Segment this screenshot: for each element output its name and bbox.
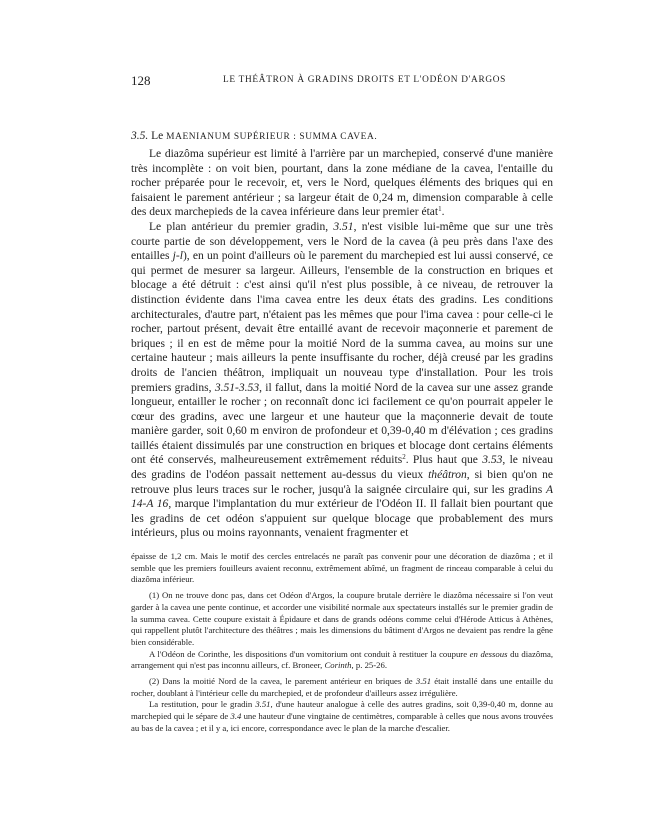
paragraph-2-text-3: ), en un point d'ailleurs où le parement du marchepied est lui aussi conservé, ce qui permet de mesurer sa largeur. Ailleurs, l'ensemble de la construction en briques et blocage a été détruit : c'est ainsi qu'il n'est plus possible, à ce niveau, de retrouver la distinction évidente dans l'ima cavea entre les deux états des gradins. Les conditions architecturales, d'autre part, n'étaient pas les mêmes que pour l'ima cavea : pour celle-ci le rocher, partout présent, devait être entaillé avant de recevoir maçonnerie et parement de briques ; il en est de même pour la moitié Nord de la summa cavea, au moins sur une certaine hauteur ; mais ailleurs la pente insuffisante du rocher, déjà creusé par les gradins droits de l'ancien théâtron, impliquait un nouveau type d'installation. Pour les trois premiers gradins, bbox=[131, 250, 553, 394]
footnote-1-continued bbox=[131, 649, 553, 672]
footnote-1b-text-2: du diazôma, arrangement qui n'est pas inconnu ailleurs, cf. Broneer, bbox=[131, 648, 553, 671]
footnote-2-ref: 3.51 bbox=[415, 676, 432, 687]
footnote-2-continued bbox=[131, 699, 553, 734]
theatron-term: théâtron bbox=[428, 469, 467, 482]
gradin-ref-2: 3.53 bbox=[482, 454, 503, 467]
gradin-range-ref: 3.51-3.53 bbox=[214, 381, 260, 394]
paragraph-2-text-8: , marque l'implantation du mur extérieur de l'Odéon II. Il fallait bien pourtant que les gradins de cet odéon s'appuient sur quelque blocage que probablement des murs intérieurs, plus ou moins rayonnants, venaient fragmenter et bbox=[131, 498, 553, 540]
entaille-ref: j-l bbox=[172, 250, 183, 263]
footnote-2b-text-3: une hauteur d'une vingtaine de centimètres, comparable à celles que nous avons trouvées au bas de la cavea ; et il y a, ici encore, correspondance avec le plan de la marche d'escalier. bbox=[131, 711, 553, 733]
paragraph-2-text-1: Le plan antérieur du premier gradin, bbox=[149, 220, 334, 233]
paragraph-1: Le diazôma supérieur est limité à l'arrière par un marchepied, conservé d'une manière très incomplète : on voit bien, pourtant, dans la zone médiane de la cavea, l'entaille du rocher préparée pour le recevoir, et, vers le Nord, quelques éléments des briques qui en faisaient le parement antérieur ; sa largeur était de 0,24 m, dimension comparable à celle des deux marchepieds de la cavea inférieure dans leur premier état$^1$. bbox=[131, 148, 553, 219]
body-text bbox=[131, 147, 553, 541]
gradins-a-ref: A 14-A 16 bbox=[131, 483, 553, 511]
paragraph-2-text-6: , le niveau des gradins de l'odéon passait nettement au-dessus du vieux bbox=[131, 454, 553, 482]
footnote-2b-ref-1: 3.51 bbox=[255, 699, 271, 710]
footnotes bbox=[131, 551, 553, 735]
running-header bbox=[131, 73, 551, 89]
footnote-1: (1) On ne trouve donc pas, dans cet Odéon d'Argos, la coupure brutale derrière le diazôma nécessaire si l'on veut garder à la cavea une pente continue, et accorder une visibilité normale aux spectateurs installés sur le premier gradin de la summa cavea. Cette coupure existait à Épidaure et dans de grands odéons comme celui d'Hérode Atticus à Athènes, qui rappellent plutôt l'architecture des théâtres ; mais les dimensions du bâtiment d'Argos ne devaient pas rendre la gêne bien considérable. bbox=[131, 590, 553, 647]
footnote-continued: épaisse de 1,2 cm. Mais le motif des cercles entrelacés ne paraît pas convenir pour une décoration de diazôma ; et il semble que les premiers fouilleurs avaient reconnu, extrêmement abîmé, un fragment de rinceau comparable à celui du diazôma inférieur. bbox=[131, 551, 553, 585]
section-heading bbox=[131, 130, 551, 142]
footnote-1b-citation: Corinth bbox=[324, 660, 352, 671]
paragraph-2-text-5: . Plus haut que bbox=[405, 454, 483, 467]
section-title-lead: Le bbox=[151, 130, 167, 142]
footnote-1b-text-3: , p. 25-26. bbox=[351, 660, 388, 671]
page-number: 128 bbox=[131, 73, 151, 88]
footnote-2-text-1: (2) Dans la moitié Nord de la cavea, le parement antérieur en briques de bbox=[149, 676, 416, 687]
footnote-2b-text-1: La restitution, pour le gradin bbox=[149, 699, 256, 710]
footnote-ref-1: 1 bbox=[438, 205, 442, 214]
gradin-ref: 3.51 bbox=[333, 220, 354, 233]
section-number: 3.5. bbox=[131, 130, 149, 142]
paragraph-2-text-4: , il fallut, dans la moitié Nord de la cavea sur une assez grande longueur, entailler le rocher ; on reconnaît donc ici facilement ce qu'on pourrait appeler le cœur des gradins, avec une largeur et une hauteur que la maçonnerie devait de toute manière garder, soit 0,60 m environ de profondeur et 0,39-0,40 m d'élévation ; ces gradins taillés étaient dissimulés par une construction en briques et blocage dont certains éléments ont été conservés, malheureusement extrêmement réduits bbox=[131, 381, 553, 467]
footnote-2 bbox=[131, 676, 553, 699]
paragraph-2-text-7: , si bien qu'on ne retrouve plus leurs traces sur le rocher, jusqu'à la saignée circulaire qui, sur les gradins bbox=[131, 469, 554, 496]
footnote-2b-ref-2: 3.4 bbox=[230, 711, 242, 722]
running-title: LE THÉÂTRON À GRADINS DROITS ET L'ODÉON D'ARGOS bbox=[223, 75, 507, 85]
paragraph-1-text: Le diazôma supérieur est limité à l'arrière par un marchepied, conservé d'une manière très incomplète : on voit bien, pourtant, dans la zone médiane de la cavea, l'entaille du rocher préparée pour le recevoir, et, vers le Nord, quelques éléments des briques qui en faisaient le parement antérieur ; sa largeur était de 0,24 m, dimension comparable à celle des deux marchepieds de la cavea inférieure dans leur premier état bbox=[131, 148, 553, 219]
footnote-2-text-2: était installé dans une entaille du rocher, doublant à l'intérieur celle du marchepied, et de profondeur d'ailleurs assez irrégulière. bbox=[131, 676, 553, 698]
section-title: MAENIANUM SUPÉRIEUR : SUMMA CAVEA. bbox=[166, 132, 378, 142]
footnote-1b-text-1: A l'Odéon de Corinthe, les dispositions d'un vomitorium ont conduit à restituer la coupure bbox=[149, 648, 470, 659]
paragraph-2 bbox=[131, 220, 553, 541]
footnote-ref-2: 2 bbox=[402, 453, 406, 462]
footnote-2b-text-2: , d'une hauteur analogue à celle des autres gradins, soit 0,39-0,40 m, donne au marchepied qui le sépare de bbox=[131, 699, 553, 722]
footnote-1b-italic: en dessous bbox=[469, 648, 508, 659]
paragraph-2-text-2: , n'est visible lui-même que sur une très courte partie de son développement, vers le Nord de la cavea (à peu près dans l'axe des entailles bbox=[131, 220, 553, 263]
